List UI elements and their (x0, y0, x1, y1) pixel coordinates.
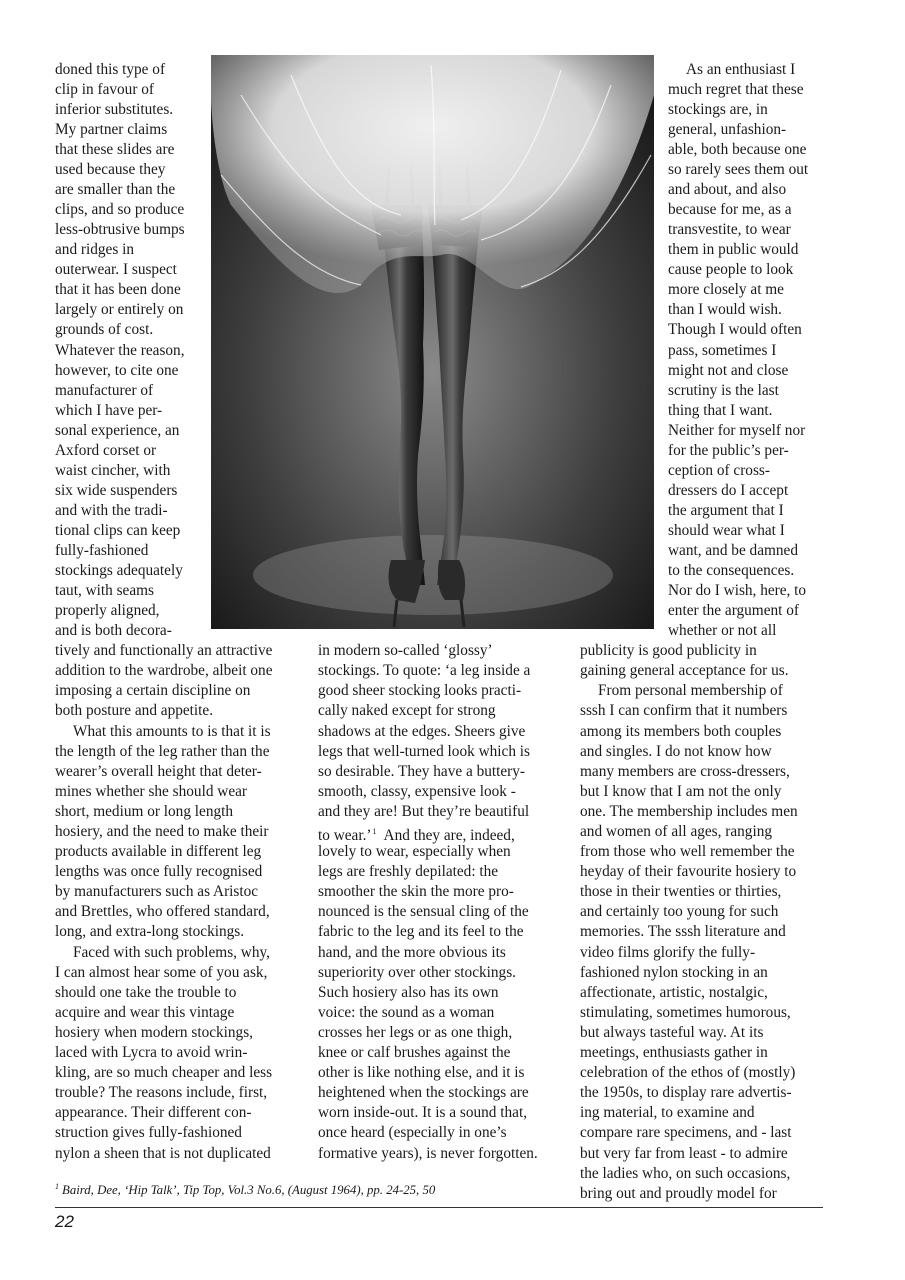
text-line: less-obtrusive bumps (55, 221, 185, 238)
text-line: for the public’s per- (668, 442, 789, 459)
text-line: I can almost hear some of you ask, (55, 964, 268, 981)
text-line: and about, and also (668, 181, 787, 198)
text-line: those in their twenties or thirties, (580, 883, 782, 900)
text-line: because for me, as a (668, 201, 792, 218)
text-line: grounds of cost. (55, 321, 154, 338)
footnote-text: Baird, Dee, ‘Hip Talk’, Tip Top, Vol.3 No.6, (August 1964), pp. 24-25, 50 (62, 1183, 436, 1197)
text-line: kling, are so much cheaper and less (55, 1064, 273, 1081)
text-line: acquire and wear this vintage (55, 1004, 235, 1021)
text-line: Such hosiery also has its own (318, 984, 499, 1001)
footer-rule (55, 1207, 823, 1208)
text-line: the 1950s, to display rare advertis- (580, 1084, 792, 1101)
text-line: memories. The sssh literature and (580, 923, 786, 940)
text-line: and is both decora- (55, 622, 172, 639)
text-line: than I would wish. (668, 301, 782, 318)
text-line: the length of the leg rather than the (55, 743, 270, 760)
text-line: and ridges in (55, 241, 135, 258)
text-line: by manufacturers such as Aristoc (55, 883, 259, 900)
text-line: hosiery when modern stockings, (55, 1024, 253, 1041)
text-line: used because they (55, 161, 166, 178)
text-line: cally naked except for strong (318, 702, 496, 719)
text-line: manufacturer of (55, 382, 154, 399)
text-line: fabric to the leg and its feel to the (318, 923, 524, 940)
text-line: imposing a certain discipline on (55, 682, 251, 699)
text-line: bring out and proudly model for (580, 1185, 777, 1202)
text-line: publicity is good publicity in (580, 642, 757, 659)
text-line: fashioned nylon stocking in an (580, 964, 768, 981)
text-line: more closely at me (668, 281, 784, 298)
text-line: one. The membership includes men (580, 803, 798, 820)
text-line: thing that I want. (668, 402, 773, 419)
text-line: so rarely sees them out (668, 161, 809, 178)
text-line: tional clips can keep (55, 522, 181, 539)
text-line: so desirable. They have a buttery- (318, 763, 526, 780)
text-line: As an enthusiast I (686, 61, 796, 78)
text-line: ing material, to examine and (580, 1104, 755, 1121)
text-line: should one take the trouble to (55, 984, 237, 1001)
text-line: pass, sometimes I (668, 342, 777, 359)
text-line: to the consequences. (668, 562, 795, 579)
text-line: and Brettles, who offered standard, (55, 903, 270, 920)
text-line: both posture and appetite. (55, 702, 214, 719)
text-line: Axford corset or (55, 442, 157, 459)
text-line: might not and close (668, 362, 789, 379)
text-line: heightened when the stockings are (318, 1084, 529, 1101)
text-line: however, to cite one (55, 362, 179, 379)
text-line: whether or not all (668, 622, 777, 639)
text-line: smooth, classy, expensive look - (318, 783, 516, 800)
text-line: which I have per- (55, 402, 163, 419)
text-line: outerwear. I suspect (55, 261, 177, 278)
text-line: many members are cross-dressers, (580, 763, 790, 780)
text-line: the argument that I (668, 502, 784, 519)
quote-continuation: And they are, indeed, (383, 827, 515, 844)
text-line: clip in favour of (55, 81, 154, 98)
text-line: compare rare specimens, and - last (580, 1124, 792, 1141)
text-line: ception of cross- (668, 462, 770, 479)
text-line: from those who well remember the (580, 843, 795, 860)
text-line: sonal experience, an (55, 422, 180, 439)
text-line: hand, and the more obvious its (318, 944, 506, 961)
text-line: What this amounts to is that it is (73, 723, 271, 740)
text-line: video films glorify the fully- (580, 944, 756, 961)
text-line: lengths was once fully recognised (55, 863, 263, 880)
text-line: short, medium or long length (55, 803, 234, 820)
quote-end: to wear.’ (318, 827, 372, 844)
text-line: other is like nothing else, and it is (318, 1064, 525, 1081)
text-line: stockings are, in (668, 101, 768, 118)
text-line: products available in different leg (55, 843, 262, 860)
text-line: trouble? The reasons include, first, (55, 1084, 268, 1101)
text-line: legs that well-turned look which is (318, 743, 530, 760)
text-line: clips, and so produce (55, 201, 185, 218)
text-line: but I know that I am not the only (580, 783, 782, 800)
text-line: inferior substitutes. (55, 101, 174, 118)
text-line: and women of all ages, ranging (580, 823, 773, 840)
text-line: shadows at the edges. Sheers give (318, 723, 526, 740)
text-line: stimulating, sometimes humorous, (580, 1004, 791, 1021)
text-line: dressers do I accept (668, 482, 789, 499)
text-line: and certainly too young for such (580, 903, 779, 920)
text-line: laced with Lycra to avoid wrin- (55, 1044, 248, 1061)
text-line: nounced is the sensual cling of the (318, 903, 529, 920)
text-line: much regret that these (668, 81, 804, 98)
text-line: sssh I can confirm that it numbers (580, 702, 788, 719)
text-line: voice: the sound as a woman (318, 1004, 495, 1021)
text-line: are smaller than the (55, 181, 176, 198)
text-line: cause people to look (668, 261, 794, 278)
text-line: crosses her legs or as one thigh, (318, 1024, 513, 1041)
text-line: affectionate, artistic, nostalgic, (580, 984, 768, 1001)
text-line: enter the argument of (668, 602, 799, 619)
text-line: scrutiny is the last (668, 382, 779, 399)
text-line: meetings, enthusiasts gather in (580, 1044, 768, 1061)
text-line: superiority over other stockings. (318, 964, 516, 981)
text-line: good sheer stocking looks practi- (318, 682, 522, 699)
text-line: long, and extra-long stockings. (55, 923, 245, 940)
text-line: but always tasteful way. At its (580, 1024, 764, 1041)
text-line: formative years), is never forgotten. (318, 1145, 538, 1162)
text-line: the ladies who, on such occasions, (580, 1165, 791, 1182)
text-line: gaining general acceptance for us. (580, 662, 789, 679)
text-line: struction gives fully-fashioned (55, 1124, 242, 1141)
text-line: addition to the wardrobe, albeit one (55, 662, 273, 679)
text-line: My partner claims (55, 121, 168, 138)
text-line: and with the tradi- (55, 502, 168, 519)
text-line: knee or calf brushes against the (318, 1044, 511, 1061)
stockings-photo (211, 55, 654, 629)
text-line: Faced with such problems, why, (73, 944, 270, 961)
text-line: Nor do I wish, here, to (668, 582, 807, 599)
text-line: fully-fashioned (55, 542, 149, 559)
text-line: but very far from least - to admire (580, 1145, 788, 1162)
text-line: doned this type of (55, 61, 166, 78)
text-line: celebration of the ethos of (mostly) (580, 1064, 796, 1081)
text-line: want, and be damned (668, 542, 798, 559)
text-line: able, both because one (668, 141, 807, 158)
text-line: and singles. I do not know how (580, 743, 772, 760)
text-line: wearer’s overall height that deter- (55, 763, 262, 780)
text-line: among its members both couples (580, 723, 782, 740)
text-line: smoother the skin the more pro- (318, 883, 514, 900)
footnote-mark: 1 (55, 1182, 59, 1191)
text-line: waist cincher, with (55, 462, 171, 479)
page-number: 22 (55, 1212, 74, 1231)
text-line: Neither for myself nor (668, 422, 806, 439)
text-line: hosiery, and the need to make their (55, 823, 269, 840)
text-line: properly aligned, (55, 602, 160, 619)
footnote-ref: 1 (372, 827, 377, 836)
text-line: tively and functionally an attractive (55, 642, 273, 659)
text-line: that these slides are (55, 141, 175, 158)
text-line: From personal membership of (598, 682, 783, 699)
text-line: heyday of their favourite hosiery to (580, 863, 797, 880)
footnote (55, 1182, 435, 1198)
text-line: lovely to wear, especially when (318, 843, 511, 860)
text-line: Though I would often (668, 321, 802, 338)
text-line: legs are freshly depilated: the (318, 863, 499, 880)
text-line: appearance. Their different con- (55, 1104, 252, 1121)
text-line: Whatever the reason, (55, 342, 185, 359)
text-line: largely or entirely on (55, 301, 184, 318)
text-line: in modern so-called ‘glossy’ (318, 642, 493, 659)
text-line: six wide suspenders (55, 482, 178, 499)
text-line: mines whether she should wear (55, 783, 248, 800)
text-line: stockings adequately (55, 562, 183, 579)
text-line: worn inside-out. It is a sound that, (318, 1104, 528, 1121)
text-line: taut, with seams (55, 582, 154, 599)
text-line: general, unfashion- (668, 121, 787, 138)
text-line: should wear what I (668, 522, 785, 539)
text-line: and they are! But they’re beautiful (318, 803, 530, 820)
text-line: nylon a sheen that is not duplicated (55, 1145, 271, 1162)
text-line: that it has been done (55, 281, 181, 298)
text-line: them in public would (668, 241, 799, 258)
text-line: once heard (especially in one’s (318, 1124, 507, 1141)
text-line: stockings. To quote: ‘a leg inside a (318, 662, 531, 679)
text-line: transvestite, to wear (668, 221, 791, 238)
